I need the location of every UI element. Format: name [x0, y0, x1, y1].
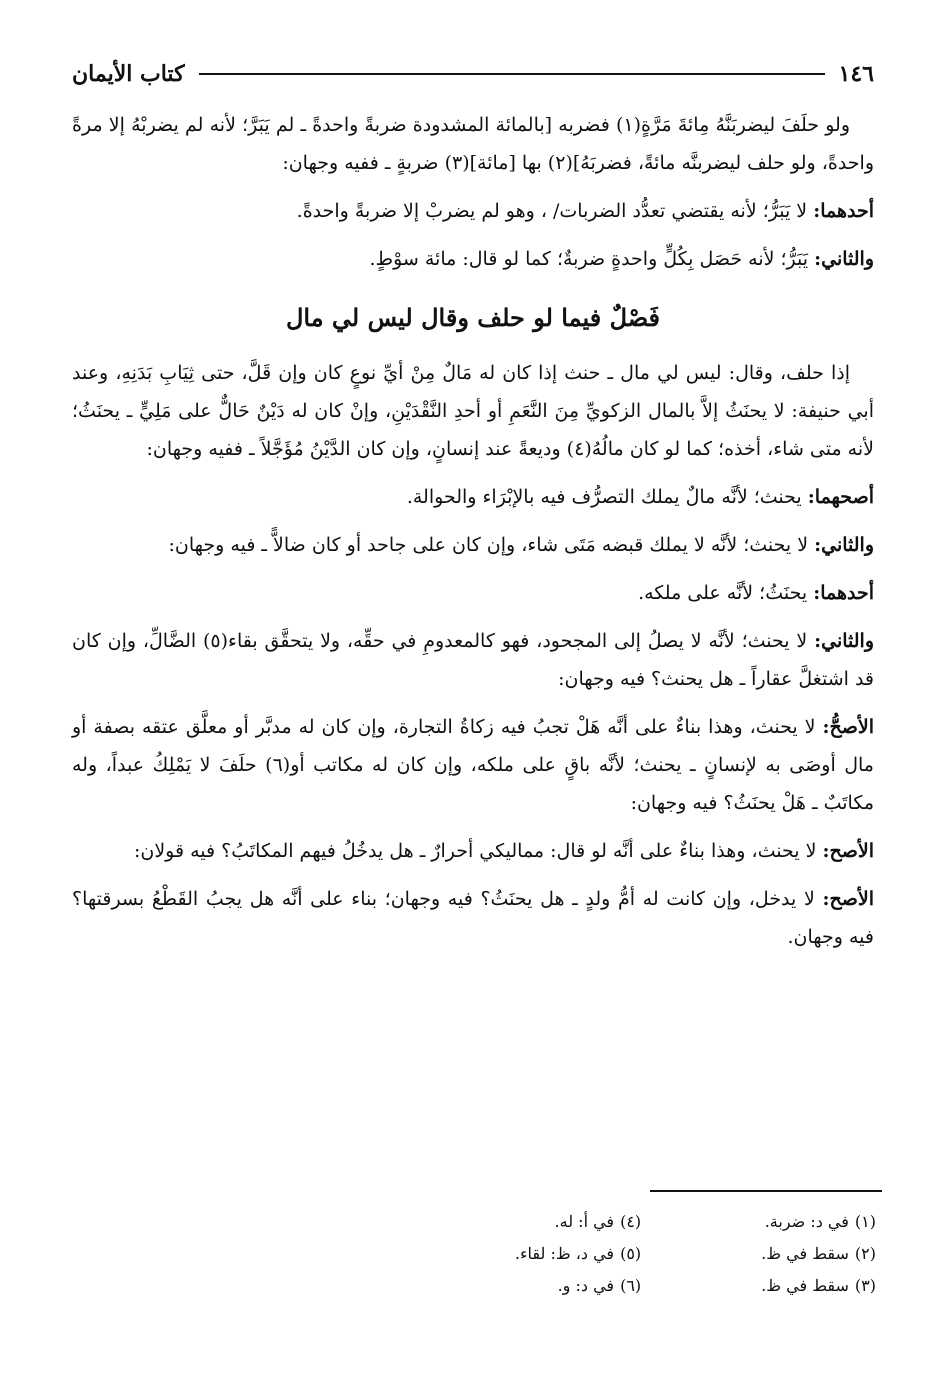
- paragraph-lead: والثاني:: [814, 630, 875, 652]
- paragraph-lead: الأصحُّ:: [822, 716, 874, 738]
- running-header: [72, 52, 874, 96]
- paragraph-text: لا يدخل، وإن كانت له أمُّ ولدٍ ـ هل يحنَثُ؟ فيه وجهان؛ بناء على أنَّه هل يجبُ القَطْعُ بسرقتها؟ فيه وجهان.: [72, 888, 874, 948]
- footnote: [515, 1238, 641, 1270]
- paragraph-text: لا يحنث، وهذا بناءٌ على أنَّه هَلْ تجبُ فيه زكاةُ التجارة، وإن كان له مدبَّر أو معلَّق عتقه بصفة أو مال أوصَى به لإنسانٍ ـ يحنث؛ لأنَّه باقٍ على ملكه، وإن كان له مكاتب أو(٦) حلَفَ لا يَمْلِكُ عبداً، وله مكاتَبٌ ـ هَلْ يحنَثُ؟ فيه وجهان:: [72, 716, 874, 814]
- paragraph-text: لا يحنث، وهذا بناءٌ على أنَّه لو قال: مماليكي أحرارٌ ـ هل يدخُلُ فيهم المكاتَبُ؟ فيه قولان:: [133, 840, 823, 862]
- footnotes-column-right: [761, 1206, 876, 1302]
- paragraph-text: لا يَبَرُّ؛ لأنه يقتضي تعدُّد الضربات/ ، وهو لم يضربْ إلا ضربةً واحدةً.: [296, 200, 814, 222]
- footnote-text: في أ: له.: [554, 1212, 615, 1231]
- footnote-text: في د: و.: [557, 1276, 615, 1295]
- footnote-number: (٥): [620, 1244, 642, 1263]
- footnote-number: (٤): [620, 1212, 642, 1231]
- footnote: [761, 1270, 876, 1302]
- paragraph: [72, 880, 874, 956]
- paragraph: [72, 192, 874, 230]
- footnote-text: في د، ظ: لقاء.: [514, 1244, 615, 1263]
- paragraph-text: لا يحنث؛ لأنَّه لا يملك قبضه مَتَى شاء، وإن كان على جاحد أو كان ضالاًّ ـ فيه وجهان:: [168, 534, 815, 556]
- paragraph: [72, 708, 874, 822]
- paragraph: [72, 478, 874, 516]
- paragraph: [72, 526, 874, 564]
- book-title: كتاب الأيمان: [72, 61, 185, 87]
- paragraph-text: ولو حلَفَ ليضربَنَّهُ مِائةَ مَرَّةٍ(١) فضربه [بالمائة المشدودة ضربةً واحدةً ـ لم يَبَرَّ؛ لأنه لم يضربْهُ إلا مرةً واحدةً، ولو حلف ليضربنَّه مائةً، فضربَهُ](٢) بها [مائة](٣) ضربةٍ ـ ففيه وجهان:: [72, 114, 874, 174]
- paragraph: [72, 622, 874, 698]
- footnote-text: سقط في ظ.: [761, 1244, 849, 1263]
- footnote: [515, 1270, 641, 1302]
- paragraph-text: إذا حلف، وقال: ليس لي مال ـ حنث إذا كان له مَالٌ مِنْ أيِّ نوعٍ كان وإن قَلَّ، حتى ثِيَابِ بَدَنِهِ، وعند أبي حنيفة: لا يحنَثُ إلاَّ بالمال الزكويِّ مِنَ النَّعَمِ أو أحدِ النَّقْدَيْنِ، وإنْ كان له دَيْنٌ حَالٌّ على مَلِيٍّ ـ يحنَثُ؛ لأنه متى شاء، أخذه؛ كما لو كان مالُهُ(٤) وديعةً عند إنسانٍ، وإن كان الدَّيْنُ مُؤَجَّلاً ـ ففيه وجهان:: [72, 362, 874, 460]
- paragraph-text: لا يحنث؛ لأنَّه لا يصلُ إلى المجحود، فهو كالمعدومِ في حقِّه، ولا يتحقَّق بقاء(٥) الضَّالِّ، وإن كان قد اشتغلَّ عقاراً ـ هل يحنث؟ فيه وجهان:: [72, 630, 874, 690]
- paragraph-text: يحنث؛ لأنَّه مالٌ يملك التصرُّف فيه بالإبْرَاء والحوالة.: [406, 486, 808, 508]
- paragraph-lead: والثاني:: [814, 534, 874, 556]
- paragraph-text: يحنَثُ؛ لأنَّه على ملكه.: [638, 582, 814, 604]
- section-heading: فَصْلٌ فيما لو حلف وقال ليس لي مال: [285, 303, 661, 332]
- footnote-number: (١): [854, 1212, 876, 1231]
- paragraph-lead: الأصح:: [822, 888, 874, 910]
- paragraph-lead: والثاني:: [814, 248, 874, 270]
- paragraph: [72, 106, 874, 182]
- header-rule: [199, 73, 825, 75]
- footnote-text: في د: ضربة.: [764, 1212, 849, 1231]
- paragraph-lead: أحدهما:: [813, 200, 874, 222]
- footnote: [515, 1206, 641, 1238]
- paragraph: [72, 832, 874, 870]
- paragraph: [72, 354, 874, 468]
- footnote: [761, 1238, 876, 1270]
- paragraph-text: يَبَرُّ؛ لأنه حَصَل بِكُلٍّ واحدةٍ ضربةٌ؛ كما لو قال: مائة سوْطٍ.: [369, 248, 815, 270]
- footnotes: [70, 1206, 876, 1302]
- footnote: [761, 1206, 876, 1238]
- footnote-number: (٢): [854, 1244, 876, 1263]
- footnotes-column-left: [515, 1206, 641, 1302]
- paragraph-lead: أصحهما:: [807, 486, 874, 508]
- paragraph-lead: أحدهما:: [813, 582, 874, 604]
- footnote-number: (٦): [620, 1276, 642, 1295]
- footnote-rule: [650, 1190, 882, 1192]
- paragraph-lead: الأصح:: [822, 840, 874, 862]
- paragraph: [72, 574, 874, 612]
- page-number: ١٤٦: [838, 61, 874, 87]
- footnote-text: سقط في ظ.: [761, 1276, 849, 1295]
- paragraph: [72, 240, 874, 278]
- footnote-number: (٣): [854, 1276, 876, 1295]
